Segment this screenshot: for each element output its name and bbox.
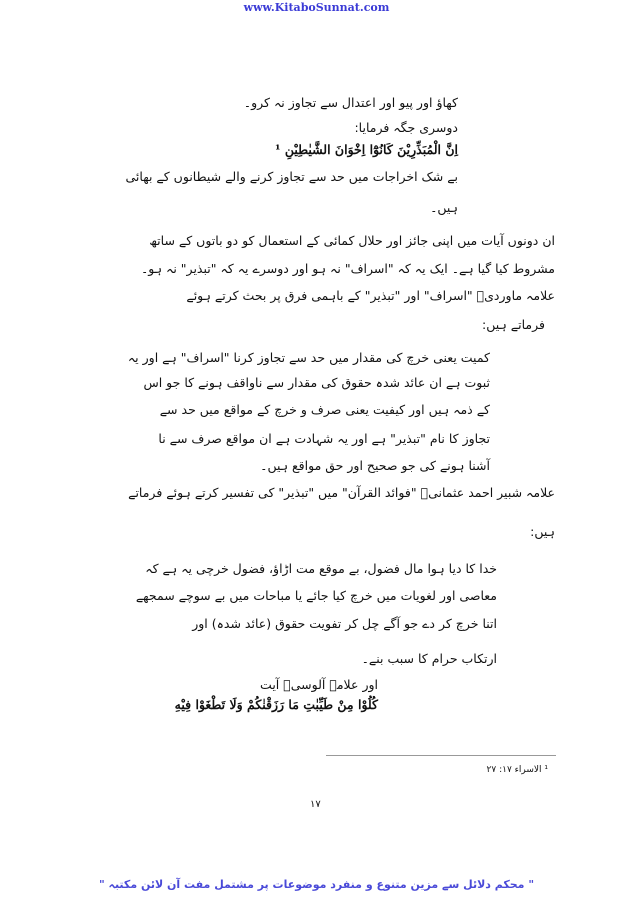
quran-verse: اِنَّ الْمُبَذِّرِيْنَ كَانُوْٓا اِخْوَانَ الشَّيٰطِيْنِ ¹: [275, 142, 458, 157]
quote-line: اتنا خرچ کر دے جو آگے چل کر تفویت حقوق (عائد شدہ) اور: [192, 616, 497, 631]
quote-line: آشنا ہونے کی جو صحیح اور حق مواقع ہیں۔: [260, 458, 490, 473]
footnote: ¹ الاسراء ۱۷: ۲۷: [486, 765, 548, 775]
body-line: علامہ ماوردیؒ "اسراف" اور "تبذیر" کے باہمی فرق پر بحث کرتے ہوئے: [186, 288, 555, 303]
body-line: بے شک اخراجات میں حد سے تجاوز کرنے والے شیطانوں کے بھائی: [125, 169, 458, 184]
body-line: ہیں۔: [430, 200, 458, 215]
quote-line: کے ذمہ ہیں اور کیفیت یعنی صرف و خرچ کے مواقع میں حد سے: [159, 402, 490, 417]
footnote-divider: [326, 755, 556, 756]
body-line: ہیں:: [530, 524, 555, 539]
site-url-header[interactable]: www.KitaboSunnat.com: [243, 1, 390, 14]
body-line: ان دونوں آیات میں اپنی جائز اور حلال کمائی کے استعمال کو دو باتوں کے ساتھ: [149, 233, 555, 248]
quote-line: ثبوت ہے ان عائد شدہ حقوق کی مقدار سے ناواقف ہونے کا جو اس: [143, 375, 490, 390]
body-line: دوسری جگہ فرمایا:: [354, 120, 458, 135]
quote-line: خدا کا دیا ہوا مال فضول، بے موقع مت اڑاؤ، فضول خرچی یہ ہے کہ: [145, 561, 497, 576]
footer-tagline: " محکم دلائل سے مزین متنوع و منفرد موضوعات پر مشتمل مفت آن لائن مکتبہ ": [98, 878, 535, 891]
quote-line: معاصی اور لغویات میں خرچ کیا جائے یا مباحات میں بے سوچے سمجھے: [135, 588, 497, 603]
body-line: فرماتے ہیں:: [482, 317, 545, 332]
page-number: ۱۷: [310, 799, 321, 810]
body-line: علامہ شبیر احمد عثمانیؒ "فوائد القرآن" میں "تبذیر" کی تفسیر کرتے ہوئے فرماتے: [128, 485, 555, 500]
body-line: کھاؤ اور پیو اور اعتدال سے تجاوز نہ کرو۔: [243, 95, 458, 110]
body-line: مشروط کیا گیا ہے۔ ایک یہ کہ "اسراف" نہ ہو اور دوسرے یہ کہ "تبذیر" نہ ہو۔: [140, 261, 555, 276]
quran-verse: كُلُوْا مِنْ طَيِّبٰتِ مَا رَزَقْنٰكُمْ وَلَا تَطْغَوْا فِيْهِ: [174, 697, 378, 712]
quote-line: تجاوز کا نام "تبذیر" ہے اور یہ شہادت ہے ان مواقع صرف سے نا: [158, 431, 490, 446]
quote-line: کمیت یعنی خرچ کی مقدار میں حد سے تجاوز کرنا "اسراف" ہے اور یہ: [127, 350, 490, 365]
body-line: اور علامہ آلوسیؒ آیت: [260, 677, 378, 692]
quote-line: ارتکاب حرام کا سبب بنے۔: [361, 651, 497, 666]
